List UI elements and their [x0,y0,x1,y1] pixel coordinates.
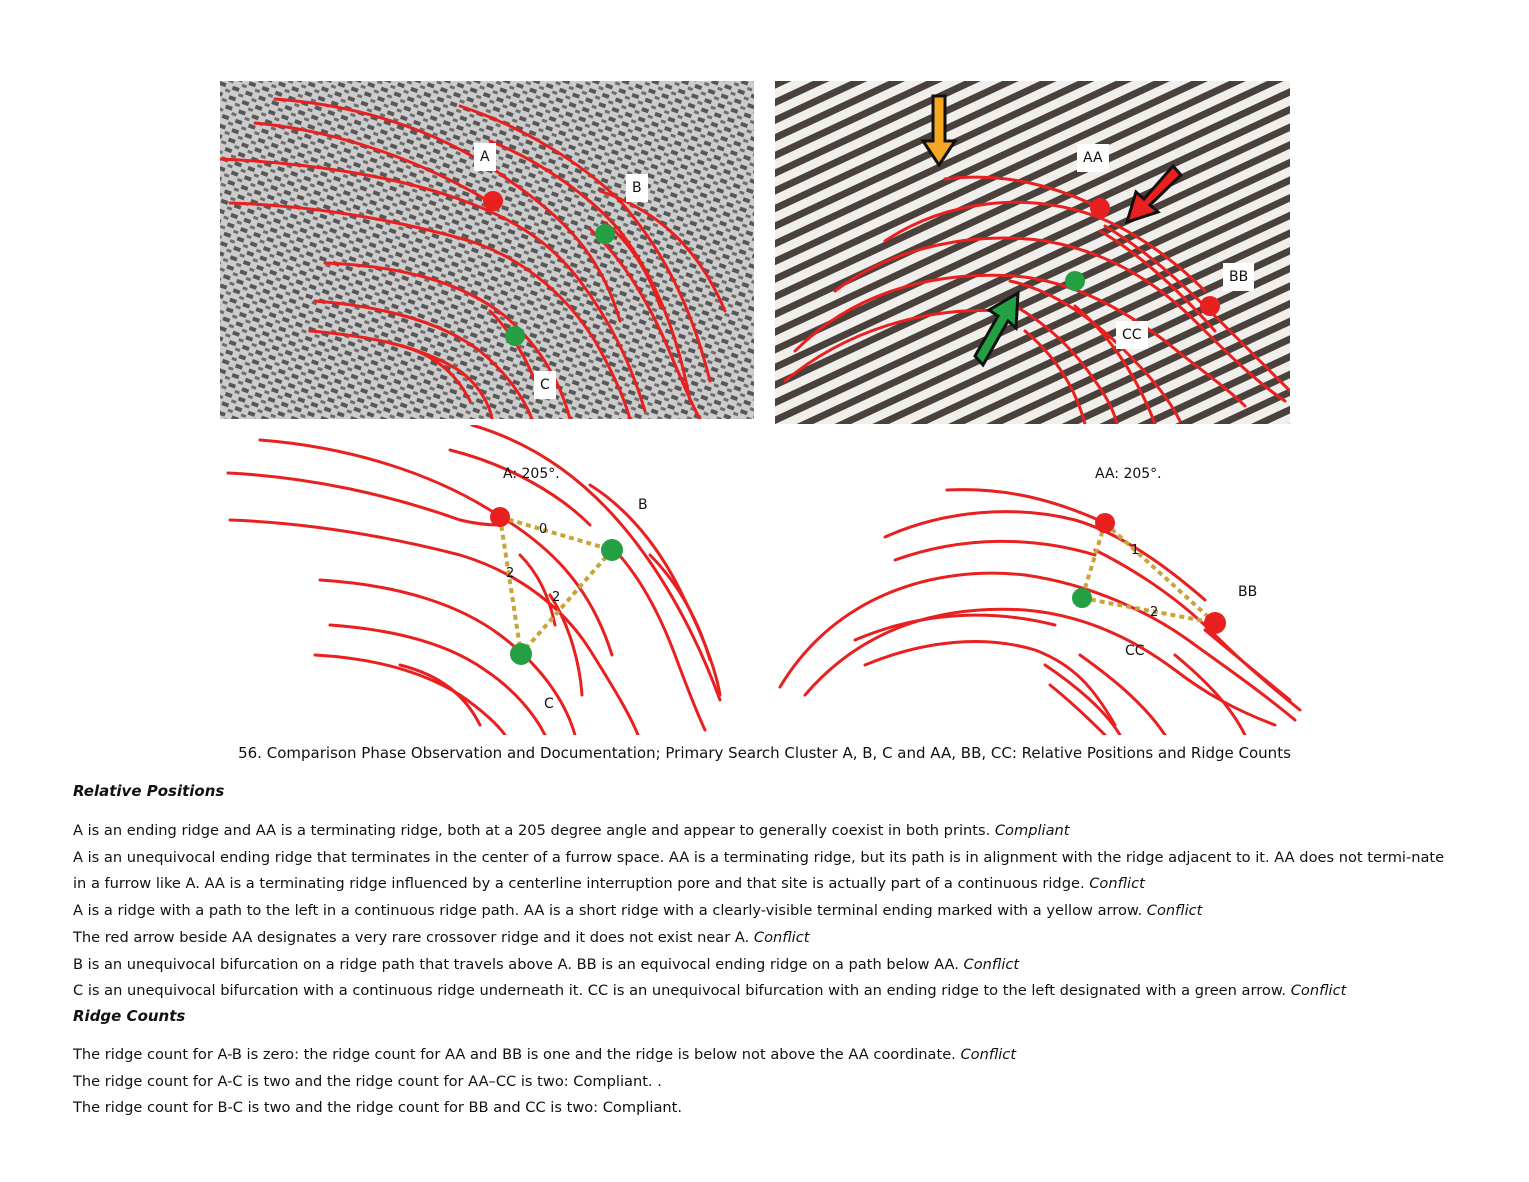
exemplar-print-photo [775,81,1290,424]
item-text: The ridge count for B-C is two and the ridge count for BB and CC is two: Compliant. [73,1099,683,1117]
relative-position-item [73,978,1453,1005]
figure-caption: 56. Comparison Phase Observation and Documentation; Primary Search Cluster A, B, C and AA, BB, CC: Relative Positions and Ridge Counts [238,744,1291,762]
latent-tracing-svg [220,425,754,735]
latent-print-photo [220,81,754,419]
minutia-label-cc-diagram: CC [1125,643,1145,659]
exemplar-tracing-diagram [775,425,1305,735]
exemplar-print-markup [775,81,1290,424]
relative-position-item [73,818,1453,845]
item-verdict: Conflict [1146,902,1203,920]
minutia-label-bb-diagram: BB [1238,584,1258,600]
item-verdict: Compliant [994,822,1070,839]
relative-position-item [73,845,1453,898]
minutia-label-c: C [534,371,556,399]
relative-position-item [73,925,1453,952]
minutia-label-a: A [474,143,496,171]
ridge-count-a-b: 0 [539,522,548,537]
item-verdict: Conflict [963,955,1020,973]
minutia-label-cc: CC [1116,321,1148,349]
ridge-count-item [73,1069,1453,1096]
ridge-count-item [73,1095,1453,1122]
minutia-label-bb: BB [1223,263,1254,291]
minutia-label-aa: AA [1077,144,1109,172]
minutia-label-b: B [626,174,648,202]
item-text: C is an unequivocal bifurcation with a continuous ridge underneath it. CC is an unequivocal bifurcation with an ending ridge to the left designated with a green arrow. [73,982,1291,1000]
angle-label-a: A: 205°. [503,466,560,482]
relative-positions-heading: Relative Positions [73,782,225,800]
minutia-label-c-diagram: C [544,696,554,712]
ridge-count-item [73,1042,1453,1069]
item-verdict: Conflict [1290,982,1347,1000]
angle-label-aa: AA: 205°. [1095,466,1162,482]
ridge-counts-list [73,1042,1453,1122]
ridge-count-b-c: 2 [552,590,561,605]
item-text: A is a ridge with a path to the left in a continuous ridge path. AA is a short ridge with a clearly-visible terminal ending marked with a yellow arrow. [73,902,1147,920]
ridge-counts-heading: Ridge Counts [73,1007,186,1025]
item-verdict: Conflict [1089,875,1145,893]
latent-print-markup [220,81,754,419]
exemplar-tracing-svg [775,425,1305,735]
item-text: The red arrow beside AA designates a very rare crossover ridge and it does not exist near A. [73,928,754,946]
relative-position-item [73,898,1453,925]
item-text: A is an unequivocal ending ridge that terminates in the center of a furrow space. AA is a terminating ridge, but its path is in alignment with the ridge adjacent to it. AA does not termi-nate in a furrow like A. AA is a terminating ridge influenced by a centerline interruption pore and that site is actually part of a continuous ridge. [73,848,1445,893]
item-verdict: Conflict [960,1046,1017,1063]
latent-tracing-diagram [220,425,754,735]
item-text: The ridge count for A-B is zero: the ridge count for AA and BB is one and the ridge is below not above the AA coordinate. [73,1046,961,1063]
item-text: A is an ending ridge and AA is a terminating ridge, both at a 205 degree angle and appear to generally coexist in both prints. [73,822,995,839]
ridge-count-aa-bb: 1 [1131,543,1140,558]
item-verdict: Conflict [753,928,810,946]
minutia-label-b-diagram: B [638,497,648,513]
relative-positions-list [73,818,1453,1005]
relative-position-item [73,952,1453,979]
ridge-count-bb-cc: 2 [1150,605,1159,620]
item-text: The ridge count for A-C is two and the ridge count for AA–CC is two: Compliant. . [73,1072,662,1090]
ridge-count-a-c: 2 [506,566,515,581]
item-text: B is an unequivocal bifurcation on a ridge path that travels above A. BB is an equivocal ending ridge on a path below AA. [73,955,964,973]
